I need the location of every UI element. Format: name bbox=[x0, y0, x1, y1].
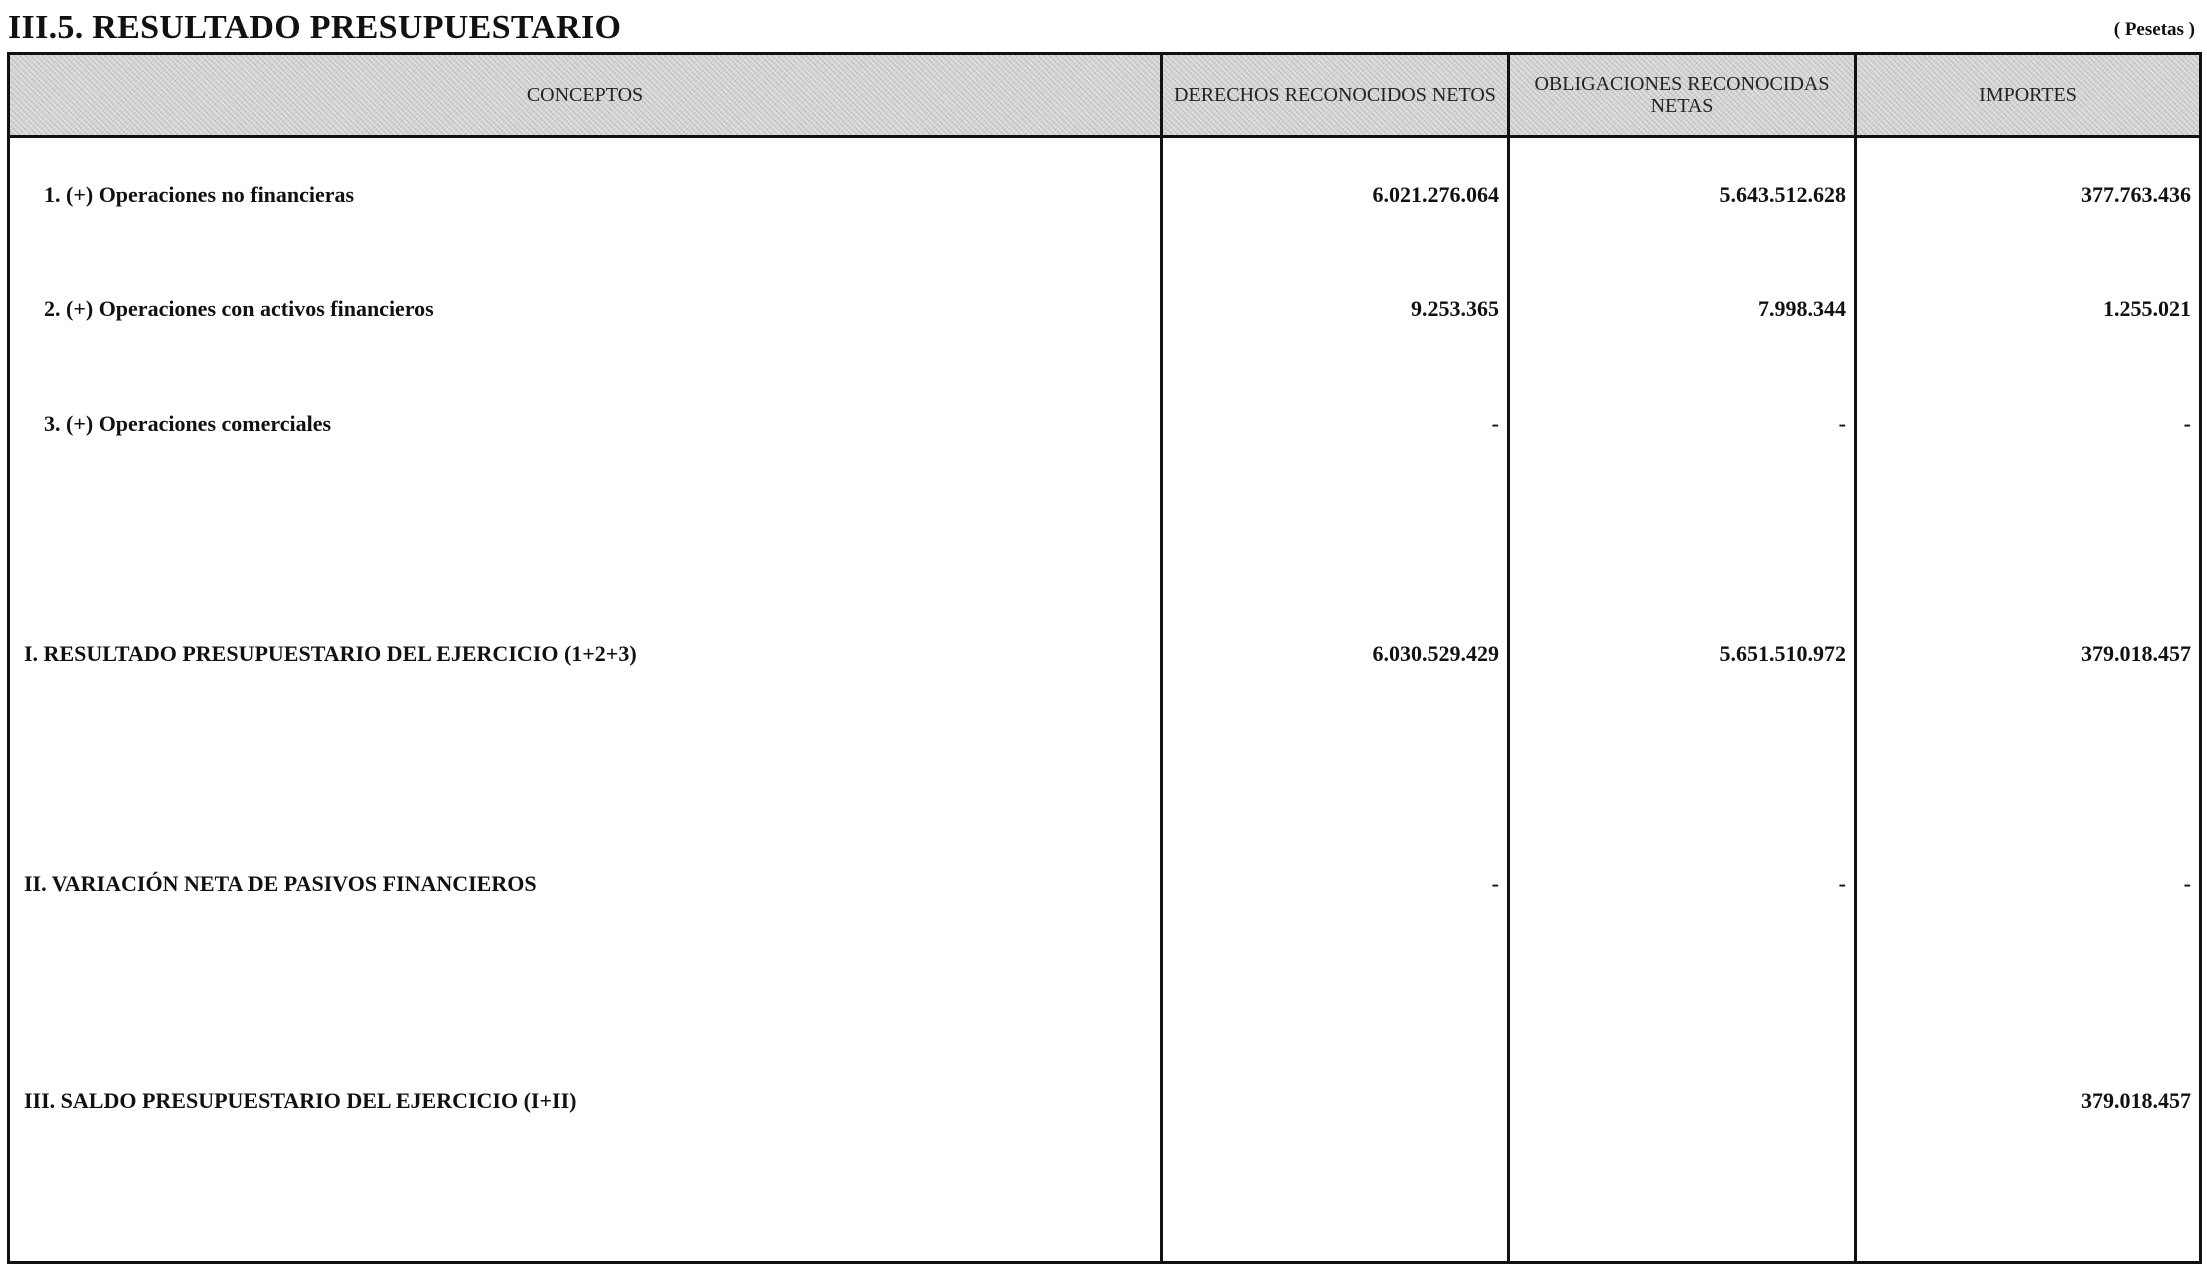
row-concept: II. VARIACIÓN NETA DE PASIVOS FINANCIEROS bbox=[9, 827, 1162, 942]
row-importes: 1.255.021 bbox=[1856, 252, 2201, 367]
row-importes: 379.018.457 bbox=[1856, 482, 2201, 827]
table-row bbox=[9, 367, 2201, 482]
row-importes: 377.763.436 bbox=[1856, 137, 2201, 252]
row-concept: 1. (+) Operaciones no financieras bbox=[9, 137, 1162, 252]
budget-result-table bbox=[7, 52, 2202, 1264]
table-row bbox=[9, 137, 2201, 252]
row-obligaciones: 5.643.512.628 bbox=[1509, 137, 1856, 252]
row-obligaciones bbox=[1509, 942, 1856, 1263]
row-derechos: - bbox=[1162, 827, 1509, 942]
row-concept: I. RESULTADO PRESUPUESTARIO DEL EJERCICIO (1+2+3) bbox=[9, 482, 1162, 827]
row-concept: 2. (+) Operaciones con activos financieros bbox=[9, 252, 1162, 367]
row-concept: 3. (+) Operaciones comerciales bbox=[9, 367, 1162, 482]
row-obligaciones: - bbox=[1509, 827, 1856, 942]
page-title: III.5. RESULTADO PRESUPUESTARIO bbox=[8, 9, 622, 46]
row-derechos: 6.021.276.064 bbox=[1162, 137, 1509, 252]
header-derechos: DERECHOS RECONOCIDOS NETOS bbox=[1162, 54, 1509, 137]
row-obligaciones: - bbox=[1509, 367, 1856, 482]
table-row bbox=[9, 252, 2201, 367]
table-row bbox=[9, 942, 2201, 1263]
row-importes: - bbox=[1856, 367, 2201, 482]
table-row bbox=[9, 827, 2201, 942]
header-importes: IMPORTES bbox=[1856, 54, 2201, 137]
header-conceptos: CONCEPTOS bbox=[9, 54, 1162, 137]
header-obligaciones: OBLIGACIONES RECONOCIDAS NETAS bbox=[1509, 54, 1856, 137]
row-importes: - bbox=[1856, 827, 2201, 942]
row-obligaciones: 5.651.510.972 bbox=[1509, 482, 1856, 827]
units-label: ( Pesetas ) bbox=[2113, 19, 2195, 40]
row-derechos: 6.030.529.429 bbox=[1162, 482, 1509, 827]
row-derechos: 9.253.365 bbox=[1162, 252, 1509, 367]
row-concept: III. SALDO PRESUPUESTARIO DEL EJERCICIO (I+II) bbox=[9, 942, 1162, 1263]
row-importes: 379.018.457 bbox=[1856, 942, 2201, 1263]
table-header-row bbox=[9, 54, 2201, 137]
row-derechos: - bbox=[1162, 367, 1509, 482]
table-row bbox=[9, 482, 2201, 827]
row-derechos bbox=[1162, 942, 1509, 1263]
row-obligaciones: 7.998.344 bbox=[1509, 252, 1856, 367]
